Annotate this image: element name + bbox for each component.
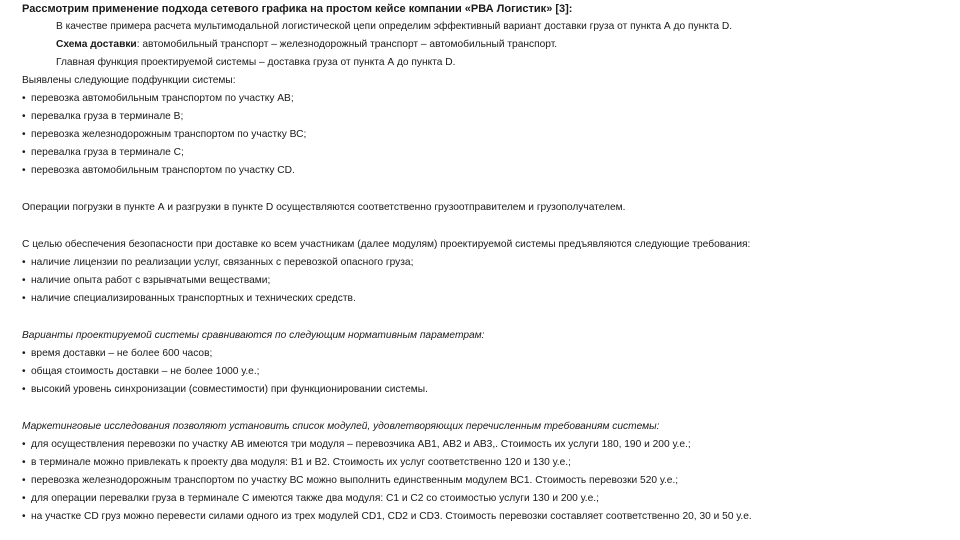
paragraph-gap [22, 308, 952, 327]
paragraph-gap [22, 180, 952, 199]
bullet: • [22, 93, 26, 104]
marketing-item: • в терминале можно привлекать к проекту два модуля: В1 и В2. Стоимость их услуг соответственно 120 и 130 у.е.; [22, 454, 952, 472]
bullet: • [22, 129, 26, 140]
bullet: • [22, 475, 26, 486]
bullet: • [22, 493, 26, 504]
subfunctions-heading: Выявлены следующие подфункции системы: [22, 75, 236, 86]
operations-paragraph: Операции погрузки в пункте А и разгрузки в пункте D осуществляются соответственно грузоотправителем и грузополучателем. [22, 202, 626, 213]
variant-item: • время доставки – не более 600 часов; [22, 345, 952, 363]
bullet: • [22, 147, 26, 158]
bullet: • [22, 384, 26, 395]
paragraph-gap [22, 217, 952, 236]
variant-item: • общая стоимость доставки – не более 1000 у.е.; [22, 363, 952, 381]
paragraph-gap [22, 399, 952, 418]
bullet: • [22, 293, 26, 304]
variants-heading: Варианты проектируемой системы сравниваются по следующим нормативным параметрам: [22, 330, 485, 341]
bullet: • [22, 348, 26, 359]
bullet: • [22, 275, 26, 286]
variant-item: • высокий уровень синхронизации (совместимости) при функционировании системы. [22, 381, 952, 399]
subfunction-item: • перевозка автомобильным транспортом по участку CD. [22, 162, 952, 180]
subfunction-item: • перевозка автомобильным транспортом по участку АВ; [22, 90, 952, 108]
delivery-scheme-label: Схема доставки [56, 39, 137, 50]
bullet: • [22, 111, 26, 122]
bullet: • [22, 439, 26, 450]
requirements-heading: С целью обеспечения безопасности при доставке ко всем участникам (далее модулям) проектируемой системы предъявляются следующие требования: [22, 239, 751, 250]
document-page [22, 0, 952, 526]
intro-paragraph: В качестве примера расчета мультимодальной логистической цепи определим эффективный вариант доставки груза от пункта А до пункта D. [56, 21, 733, 32]
subfunction-item: • перевалка груза в терминале С; [22, 144, 952, 162]
document-title: Рассмотрим применение подхода сетевого графика на простом кейсе компании «РВА Логистик» [3]: [22, 3, 573, 15]
subfunction-item: • перевозка железнодорожным транспортом по участку ВС; [22, 126, 952, 144]
bullet: • [22, 457, 26, 468]
requirement-item: • наличие опыта работ с взрывчатыми веществами; [22, 272, 952, 290]
main-function: Главная функция проектируемой системы – доставка груза от пункта А до пункта D. [56, 57, 456, 68]
subfunction-item: • перевалка груза в терминале В; [22, 108, 952, 126]
marketing-heading: Маркетинговые исследования позволяют установить список модулей, удовлетворяющих перечисленным требованиям системы: [22, 421, 660, 432]
delivery-scheme [22, 36, 952, 54]
delivery-scheme-text: : автомобильный транспорт – железнодорожный транспорт – автомобильный транспорт. [136, 39, 558, 50]
requirement-item: • наличие специализированных транспортных и технических средств. [22, 290, 952, 308]
bullet: • [22, 165, 26, 176]
marketing-item: • на участке CD груз можно перевести силами одного из трех модулей CD1, CD2 и CD3. Стоимость перевозки составляет соответственно 20, 30 и 50 у.е. [22, 508, 952, 526]
marketing-item: • для осуществления перевозки по участку АВ имеются три модуля – перевозчика АВ1, АВ2 и АВ3,. Стоимость их услуги 180, 190 и 200 у.е.; [22, 436, 952, 454]
bullet: • [22, 366, 26, 377]
requirement-item: • наличие лицензии по реализации услуг, связанных с перевозкой опасного груза; [22, 254, 952, 272]
bullet: • [22, 257, 26, 268]
bullet: • [22, 511, 26, 522]
marketing-item: • перевозка железнодорожным транспортом по участку ВС можно выполнить единственным модулем ВС1. Стоимость перевозки 520 у.е.; [22, 472, 952, 490]
marketing-item: • для операции перевалки груза в терминале С имеются также два модуля: С1 и С2 со стоимостью услуги 130 и 200 у.е.; [22, 490, 952, 508]
